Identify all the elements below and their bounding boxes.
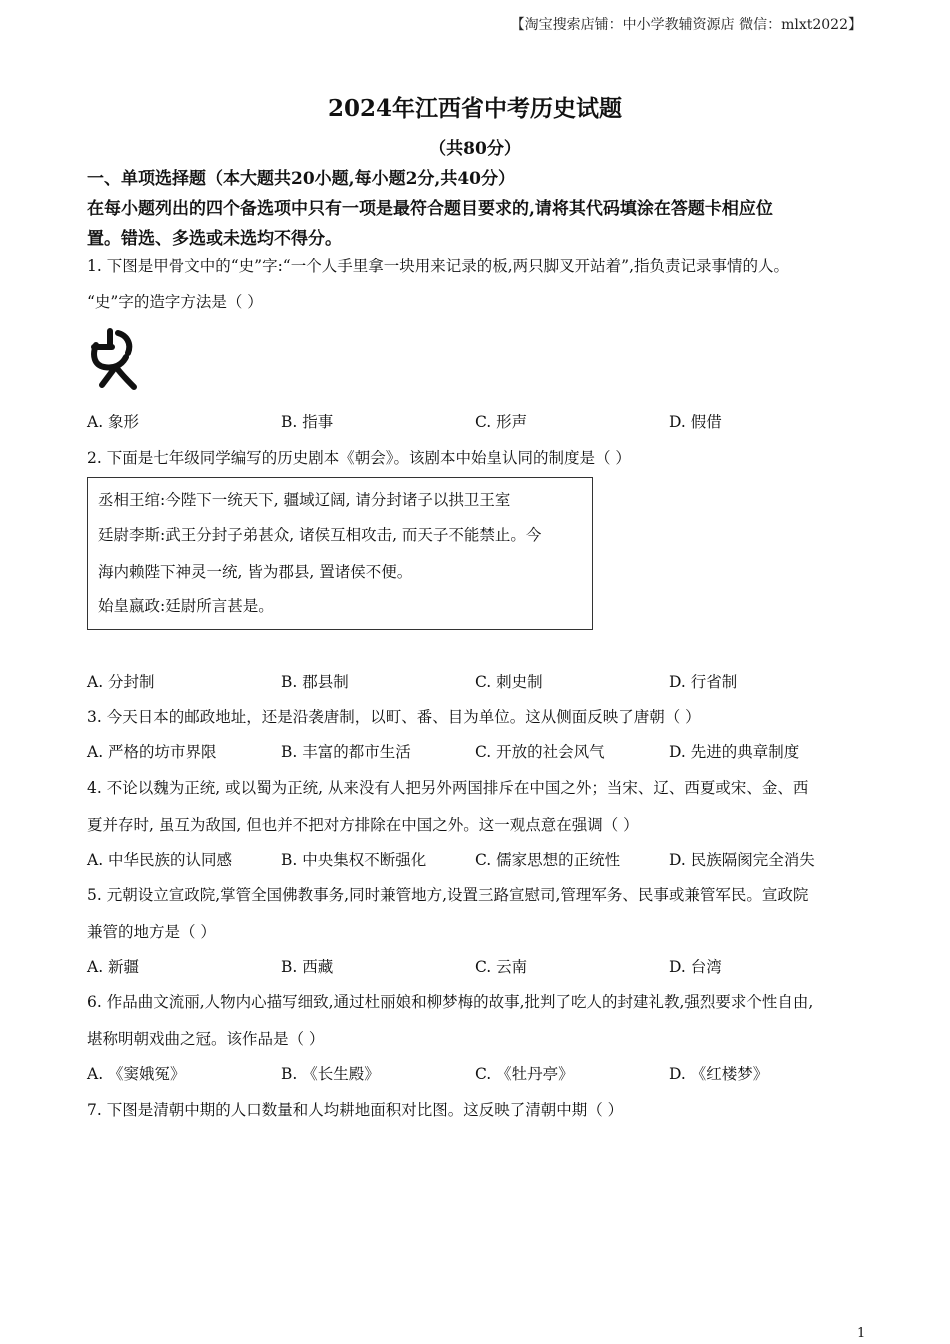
question-4-text: 4. 不论以魏为正统, 或以蜀为正统, 从来没有人把另外两国排斥在中国之外；当宋、辽、西夏或宋、金、西 — [87, 779, 809, 797]
question-5-text: 5. 元朝设立宣政院,掌管全国佛教事务,同时兼管地方,设置三路宣慰司,管理军务、民事或兼管军民。宣政院 — [87, 886, 809, 904]
oracle-bone-character-image — [88, 325, 140, 391]
option-d[interactable]: D. 假借 — [669, 413, 722, 431]
question-5-text: 兼管的地方是（ ） — [87, 923, 216, 941]
question-6-text: 6. 作品曲文流丽,人物内心描写细致,通过杜丽娘和柳梦梅的故事,批判了吃人的封建礼教,强烈要求个性自由, — [87, 993, 814, 1011]
option-b[interactable]: B. 中央集权不断强化 — [281, 851, 427, 869]
option-d[interactable]: D. 行省制 — [669, 673, 738, 691]
dialogue-line: 海内赖陛下神灵一统, 皆为郡县, 置诸侯不便。 — [98, 563, 413, 581]
question-1-options — [87, 410, 867, 432]
question-3-options — [87, 740, 867, 762]
option-b[interactable]: B. 指事 — [281, 413, 334, 431]
option-c[interactable]: C. 儒家思想的正统性 — [475, 851, 621, 869]
question-3-text: 3. 今天日本的邮政地址，还是沿袭唐制，以町、番、目为单位。这从侧面反映了唐朝（ ） — [87, 708, 701, 726]
question-2-text: 2. 下面是七年级同学编写的历史剧本《朝会》。该剧本中始皇认同的制度是（ ） — [87, 449, 631, 467]
script-dialogue-box — [87, 477, 593, 630]
option-b[interactable]: B. 郡县制 — [281, 673, 349, 691]
option-d[interactable]: D. 民族隔阂完全消失 — [669, 851, 815, 869]
option-a[interactable]: A. 中华民族的认同感 — [87, 851, 233, 869]
option-d[interactable]: D. 《红楼梦》 — [669, 1065, 769, 1083]
option-a[interactable]: A. 象形 — [87, 413, 140, 431]
option-a[interactable]: A. 严格的坊市界限 — [87, 743, 217, 761]
question-7-text: 7. 下图是清朝中期的人口数量和人均耕地面积对比图。这反映了清朝中期（ ） — [87, 1101, 624, 1119]
option-d[interactable]: D. 台湾 — [669, 958, 722, 976]
page-number: 1 — [857, 1326, 866, 1341]
question-1-text: “史”字的造字方法是（ ） — [87, 293, 263, 311]
option-c[interactable]: C. 刺史制 — [475, 673, 543, 691]
page-subtitle: （共80分） — [429, 139, 521, 159]
section-instruction-line: 置。错选、多选或未选均不得分。 — [87, 229, 342, 249]
option-a[interactable]: A. 分封制 — [87, 673, 155, 691]
section-instruction-line: 在每小题列出的四个备选项中只有一项是最符合题目要求的,请将其代码填涂在答题卡相应位 — [87, 199, 773, 219]
page-title: 2024年江西省中考历史试题 — [327, 95, 622, 122]
option-c[interactable]: C. 形声 — [475, 413, 528, 431]
option-c[interactable]: C. 开放的社会风气 — [475, 743, 605, 761]
option-d[interactable]: D. 先进的典章制度 — [669, 743, 800, 761]
question-2-options — [87, 670, 867, 692]
option-a[interactable]: A. 新疆 — [87, 958, 140, 976]
dialogue-line: 廷尉李斯:武王分封子弟甚众, 诸侯互相攻击, 而天子不能禁止。今 — [98, 526, 542, 544]
dialogue-line: 始皇嬴政:廷尉所言甚是。 — [98, 597, 274, 615]
option-b[interactable]: B. 西藏 — [281, 958, 334, 976]
section-heading: 一、单项选择题（本大题共20小题,每小题2分,共40分） — [87, 169, 515, 189]
question-6-options — [87, 1062, 867, 1084]
option-b[interactable]: B. 丰富的都市生活 — [281, 743, 411, 761]
option-c[interactable]: C. 云南 — [475, 958, 528, 976]
question-4-options — [87, 848, 867, 870]
option-c[interactable]: C. 《牡丹亭》 — [475, 1065, 574, 1083]
question-1-text: 1. 下图是甲骨文中的“史”字:“一个人手里拿一块用来记录的板,两只脚叉开站着”,指负责记录事情的人。 — [87, 257, 789, 275]
option-a[interactable]: A. 《窦娥冤》 — [87, 1065, 186, 1083]
question-5-options — [87, 955, 867, 977]
question-4-text: 夏并存时, 虽互为敌国, 但也并不把对方排除在中国之外。这一观点意在强调（ ） — [87, 816, 639, 834]
question-6-text: 堪称明朝戏曲之冠。该作品是（ ） — [87, 1030, 325, 1048]
option-b[interactable]: B. 《长生殿》 — [281, 1065, 380, 1083]
dialogue-line: 丞相王绾:今陛下一统天下, 疆域辽阔, 请分封诸子以拱卫王室 — [98, 491, 511, 509]
header-note: 【淘宝搜索店铺：中小学教辅资源店 微信：mlxt2022】 — [510, 17, 862, 33]
